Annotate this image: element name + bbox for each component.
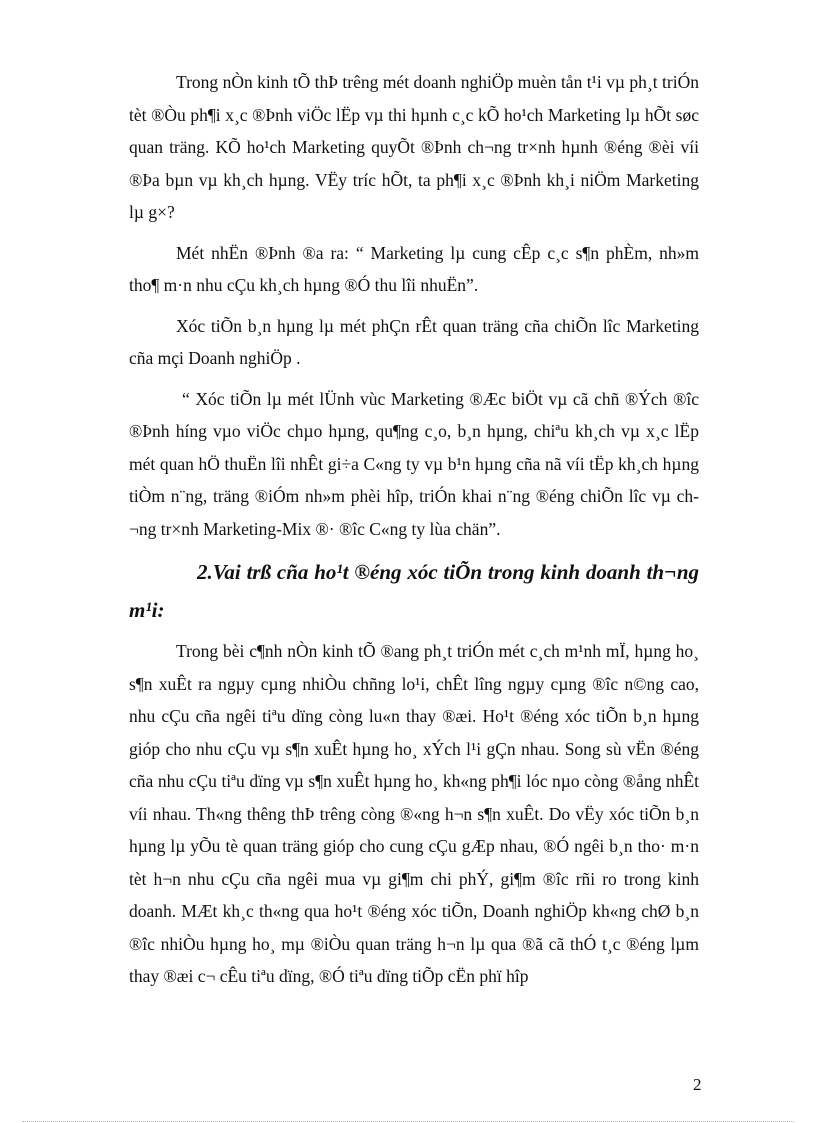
paragraph-business-context: Trong bèi c¶nh nÒn kinh tÕ ®ang ph¸t triÓn mét c¸ch m¹nh mÏ, hµng ho¸ s¶n xuÊt ra ngµy cµng nhiÒu chñng lo¹i, chÊt lîng ngµy cµng ®îc n©ng cao, nhu cÇu cña ngêi tiªu dïng còng lu«n thay ®æi. Ho¹t ®éng xóc tiÕn b¸n hµng gióp cho nhu cÇu vµ s¶n xuÊt hµng ho¸ xÝch l¹i gÇn nhau. Song sù vËn ®éng cña nhu cÇu tiªu dïng vµ s¶n xuÊt hµng ho¸ kh«ng ph¶i lóc nµo còng ®ång nhÊt víi nhau. Th«ng thêng thÞ trêng còng ®«ng h¬n s¶n xuÊt. Do vËy xóc tiÕn b¸n hµng lµ yÕu tè quan träng gióp cho cung cÇu gÆp nhau, ®Ó ngêi b¸n tho· m·n tèt h¬n nhu cÇu cña ngêi mua vµ gi¶m chi phÝ, gi¶m ®îc rñi ro trong kinh doanh. MÆt kh¸c th«ng qua ho¹t ®éng xóc tiÕn, Doanh nghiÖp kh«ng chØ b¸n ®îc nhiÒu hµng ho¸ mµ ®iÒu quan träng h¬n lµ qua ®ã cã thÓ t¸c ®éng lµm thay ®æi c¬ cÊu tiªu dïng, ®Ó tiªu dïng tiÕp cËn phï hîp xyxy=(129,641,699,986)
section-heading: 2.Vai trß cña ho¹t ®éng xóc tiÕn trong kinh doanh th¬ng m¹i: xyxy=(129,560,699,622)
paragraph-promotion-definition: “ Xóc tiÕn lµ mét lÜnh vùc Marketing ®Æc biÖt vµ cã chñ ®Ých ®îc ®Þnh híng vµo viÖc chµo hµng, qu¶ng c¸o, b¸n hµng, chiªu kh¸ch vµ x¸c lËp mét quan hÖ thuËn lîi nhÊt gi÷a C«ng ty vµ b¹n hµng cña nã víi tËp kh¸ch hµng tiÒm n¨ng, träng ®iÓm nh»m phèi hîp, triÓn khai n¨ng ®éng chiÕn lîc vµ ch¬ng tr×nh Marketing-Mix ®· ®îc C«ng ty lùa chän”. xyxy=(129,388,699,539)
paragraph-marketing-plan: Trong nÒn kinh tÕ thÞ trêng mét doanh nghiÖp muèn tån t¹i vµ ph¸t triÓn tèt ®Òu ph¶i x¸c ®Þnh viÖc lËp vµ thi hµnh c¸c kÕ ho¹ch Marketing lµ hÕt søc quan träng. KÕ ho¹ch Marketing quyÕt ®Þnh ch¬ng tr×nh hµnh ®éng ®èi víi ®Þa bµn vµ kh¸ch hµng. VËy tríc hÕt, ta ph¶i x¸c ®Þnh kh¸i niÖm Marketing lµ g×? xyxy=(129,72,699,222)
document-body xyxy=(129,66,699,1001)
paragraph-marketing-definition: Mét nhËn ®Þnh ®a ra: “ Marketing lµ cung cÊp c¸c s¶n phÈm, nh»m tho¶ m·n nhu cÇu kh¸ch hµng ®Ó thu lîi nhuËn”. xyxy=(129,242,699,295)
page-number: 2 xyxy=(693,1075,702,1094)
footer-dotted-divider xyxy=(22,1121,794,1122)
paragraph-sales-promotion-role: Xóc tiÕn b¸n hµng lµ mét phÇn rÊt quan träng cña chiÕn lîc Marketing cña mçi Doanh nghiÖp . xyxy=(129,315,699,368)
